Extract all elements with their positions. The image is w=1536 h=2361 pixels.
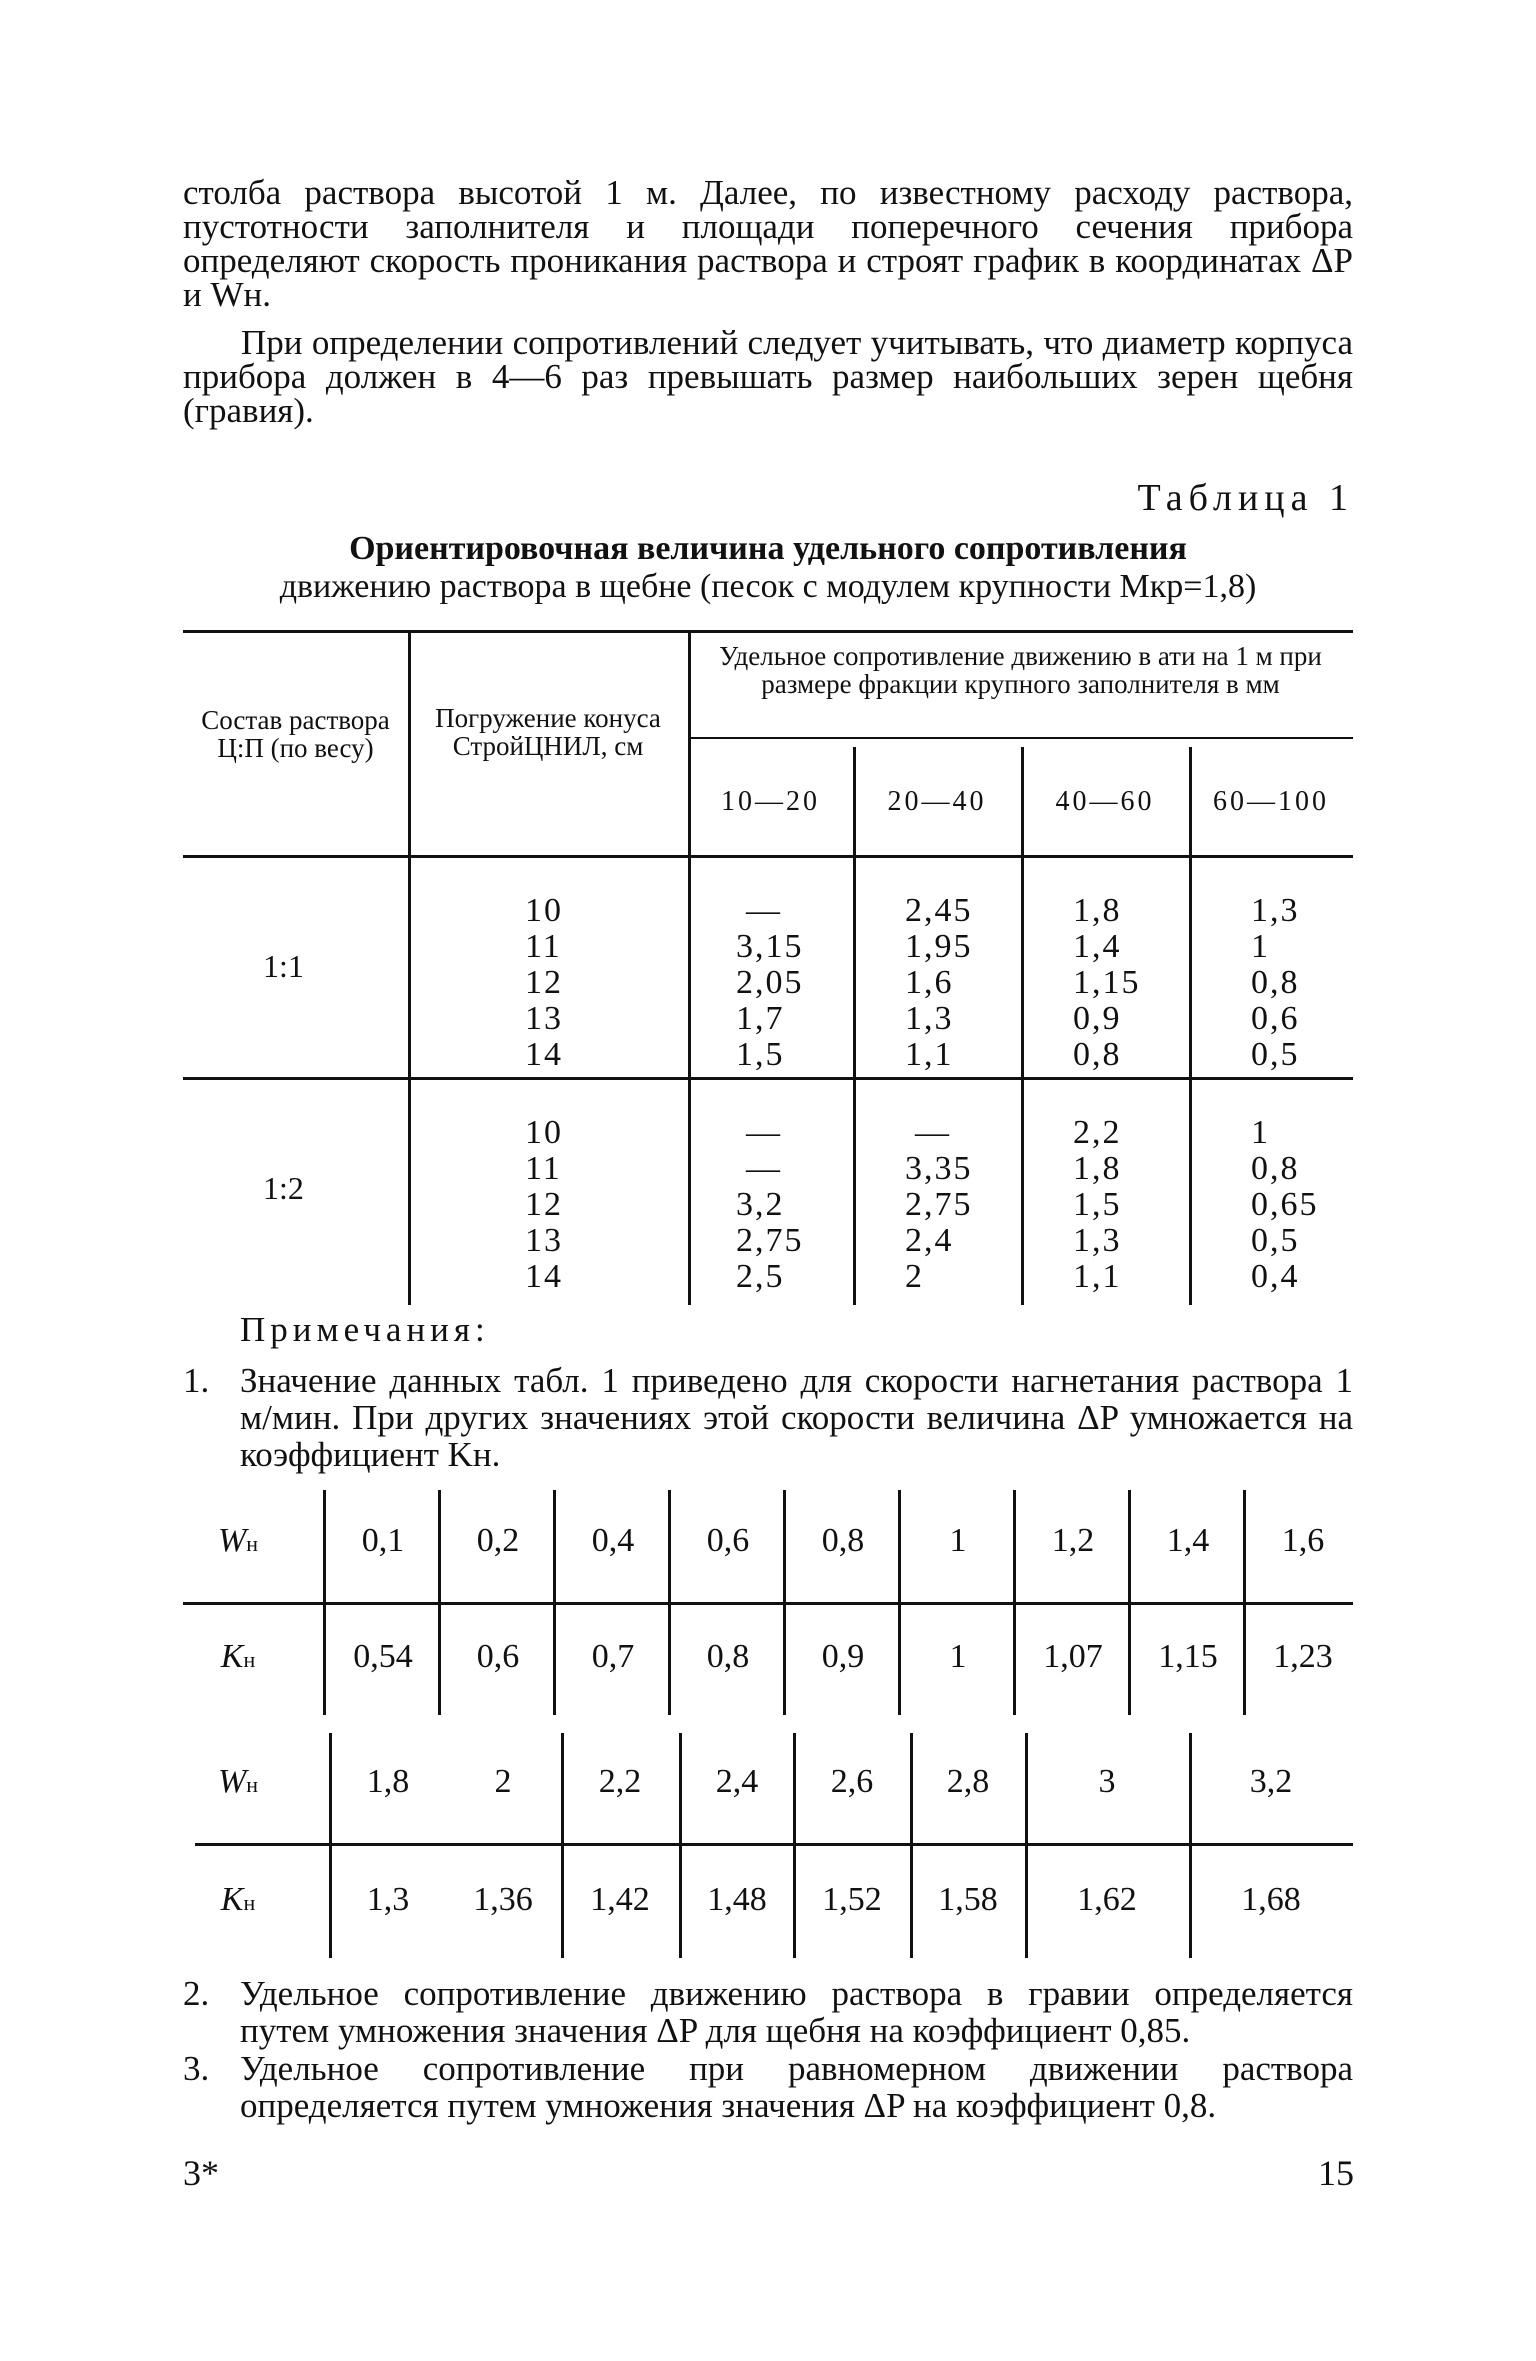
table-cell: 0,6 <box>1251 1000 1300 1037</box>
group-ratio: 1:1 <box>263 948 304 984</box>
k-value: 1,58 <box>938 1881 998 1918</box>
w-value: 2,6 <box>830 1763 874 1800</box>
cone-column <box>525 1115 563 1295</box>
w-value: 0,8 <box>821 1522 865 1559</box>
table-cell: 2,75 <box>736 1222 804 1259</box>
table-cell: 1,5 <box>1073 1186 1122 1223</box>
table-cell: 1,15 <box>1073 964 1141 1001</box>
w-value: 1 <box>949 1522 967 1559</box>
table-cell: 13 <box>525 1000 563 1037</box>
table-cell: 1,4 <box>1073 928 1122 965</box>
k-value: 1,42 <box>590 1881 650 1918</box>
table-cell: 1,5 <box>736 1036 785 1073</box>
table-title-line-2: движению раствора в щебне (песок с модулем крупности Mкр=1,8) <box>279 568 1257 605</box>
table-cell: 12 <box>525 1186 563 1223</box>
table-title-line-1: Ориентировочная величина удельного сопротивления <box>349 530 1187 567</box>
table-cell: 11 <box>525 1150 562 1187</box>
w-value: 1,2 <box>1051 1522 1095 1559</box>
table-label: Таблица 1 <box>1137 477 1354 519</box>
note-text: Значение данных табл. 1 приведено для скорости нагнетания раствора 1 м/мин. При других значениях этой скорости величина ΔP умножается на коэффициент Kн. <box>240 1361 1353 1474</box>
note-text: Удельное сопротивление при равномерном движении раствора определяется путем умножения значения ΔP на коэффициент 0,8. <box>240 2049 1353 2125</box>
table-title <box>183 530 1353 606</box>
group-ratio: 1:2 <box>263 1170 304 1206</box>
signature-mark: 3* <box>183 2153 219 2193</box>
table-cell: 1,1 <box>905 1036 954 1073</box>
notes-heading: Примечания: <box>240 1310 490 1349</box>
value-column <box>736 1115 804 1295</box>
table-cell: 2 <box>905 1258 924 1295</box>
k-value: 0,8 <box>706 1638 750 1675</box>
value-column <box>905 1115 973 1295</box>
fraction-header: 60—100 <box>1213 786 1329 817</box>
k-label: Kн <box>220 1638 256 1675</box>
k-value: 1,36 <box>473 1881 533 1918</box>
w-value: 2,4 <box>715 1763 759 1800</box>
k-value: 1,52 <box>822 1881 882 1918</box>
w-value: 2,2 <box>598 1763 642 1800</box>
table-cell: 0,9 <box>1073 1000 1122 1037</box>
table-cell: 3,35 <box>905 1150 973 1187</box>
resistance-table <box>183 630 1353 1305</box>
table-cell: 1 <box>1251 928 1270 965</box>
k-value: 1,23 <box>1273 1638 1333 1675</box>
w-value: 3 <box>1098 1763 1116 1800</box>
table-cell: 11 <box>525 928 562 965</box>
k-value: 1,3 <box>366 1881 410 1918</box>
value-column <box>1251 893 1300 1073</box>
table-cell: 0,65 <box>1251 1186 1319 1223</box>
coefficient-table-2 <box>183 1730 1353 1990</box>
note-number: 2. <box>183 1974 210 2013</box>
table-cell: 0,8 <box>1251 1150 1300 1187</box>
table-cell: 2,4 <box>905 1222 954 1259</box>
k-value: 1,68 <box>1241 1881 1301 1918</box>
note-3 <box>183 2050 1353 2125</box>
value-column <box>736 893 804 1073</box>
fraction-header: 20—40 <box>887 786 987 817</box>
table-cell: 14 <box>525 1036 563 1073</box>
note-number: 3. <box>183 2049 210 2088</box>
w-label: Wн <box>217 1522 259 1559</box>
k-value: 1,48 <box>707 1881 767 1918</box>
table-cell: 2,5 <box>736 1258 785 1295</box>
table-cell: — <box>746 1114 782 1151</box>
table-cell: 2,05 <box>736 964 804 1001</box>
header-composition: Состав раствора Ц:П (по весу) <box>201 705 390 763</box>
intro-paragraph-2: При определении сопротивлений следует учитывать, что диаметр корпуса прибора должен в 4—6 раз превышать размер наибольших зерен щебня (гравия). <box>183 323 1353 430</box>
table-cell: 2,45 <box>905 892 973 929</box>
fraction-header: 40—60 <box>1055 786 1155 817</box>
w-value: 0,4 <box>591 1522 635 1559</box>
value-column <box>1073 1115 1122 1295</box>
intro-paragraph-1: столба раствора высотой 1 м. Далее, по известному расходу раствора, пустотности заполнителя и площади поперечного сечения прибора определяют скорость проникания раствора и строят график в координатах ΔP и Wн. <box>183 173 1353 314</box>
table-cell: 14 <box>525 1258 563 1295</box>
table-cell: 1,3 <box>905 1000 954 1037</box>
cone-column <box>525 893 563 1073</box>
w-value: 2 <box>494 1763 512 1800</box>
w-value: 2,8 <box>946 1763 990 1800</box>
k-value: 1 <box>949 1638 967 1675</box>
table-cell: — <box>915 1114 951 1151</box>
note-1 <box>183 1362 1353 1477</box>
table-cell: 10 <box>525 892 563 929</box>
table-cell: 0,4 <box>1251 1258 1300 1295</box>
k-value: 0,9 <box>821 1638 865 1675</box>
w-value: 1,8 <box>366 1763 410 1800</box>
table-cell: 12 <box>525 964 563 1001</box>
table-cell: 0,5 <box>1251 1036 1300 1073</box>
table-cell: 1,95 <box>905 928 973 965</box>
note-text: Удельное сопротивление движению раствора в гравии определяется путем умножения значения ΔP для щебня на коэффициент 0,85. <box>240 1974 1353 2050</box>
header-cone: Погружение конуса СтройЦНИЛ, см <box>435 703 661 761</box>
table-cell: 1,8 <box>1073 892 1122 929</box>
table-cell: 1,3 <box>1073 1222 1122 1259</box>
table-cell: — <box>746 1150 782 1187</box>
page-number: 15 <box>1318 2153 1354 2193</box>
table-cell: — <box>746 892 782 929</box>
value-column <box>1251 1115 1319 1295</box>
table-cell: 1,1 <box>1073 1258 1122 1295</box>
table-cell: 1 <box>1251 1114 1270 1151</box>
w-value: 0,1 <box>361 1522 405 1559</box>
w-value: 3,2 <box>1249 1763 1293 1800</box>
k-value: 0,54 <box>353 1638 413 1675</box>
k-value: 0,7 <box>591 1638 635 1675</box>
table-cell: 3,15 <box>736 928 804 965</box>
k-value: 1,07 <box>1043 1638 1103 1675</box>
k-label: Kн <box>220 1881 256 1918</box>
table-cell: 0,8 <box>1073 1036 1122 1073</box>
w-value: 0,6 <box>706 1522 750 1559</box>
value-column <box>1073 893 1141 1073</box>
table-cell: 0,5 <box>1251 1222 1300 1259</box>
w-label: Wн <box>217 1763 259 1800</box>
w-value: 1,6 <box>1281 1522 1325 1559</box>
table-cell: 1,7 <box>736 1000 785 1037</box>
note-number: 1. <box>183 1361 210 1400</box>
w-value: 1,4 <box>1166 1522 1210 1559</box>
k-value: 1,62 <box>1077 1881 1137 1918</box>
table-cell: 3,2 <box>736 1186 785 1223</box>
table-cell: 1,3 <box>1251 892 1300 929</box>
table-cell: 13 <box>525 1222 563 1259</box>
table-cell: 10 <box>525 1114 563 1151</box>
table-cell: 1,6 <box>905 964 954 1001</box>
w-value: 0,2 <box>476 1522 520 1559</box>
coefficient-table-1 <box>183 1490 1353 1750</box>
table-cell: 1,8 <box>1073 1150 1122 1187</box>
table-cell: 2,2 <box>1073 1114 1122 1151</box>
value-column <box>905 893 973 1073</box>
table-cell: 2,75 <box>905 1186 973 1223</box>
k-value: 0,6 <box>476 1638 520 1675</box>
note-2 <box>183 1975 1353 2050</box>
table-cell: 0,8 <box>1251 964 1300 1001</box>
header-resistance: Удельное сопротивление движению в ати на 1 м при размере фракции крупного заполнителя в мм <box>719 641 1322 699</box>
fraction-header: 10—20 <box>721 786 820 817</box>
k-value: 1,15 <box>1158 1638 1218 1675</box>
